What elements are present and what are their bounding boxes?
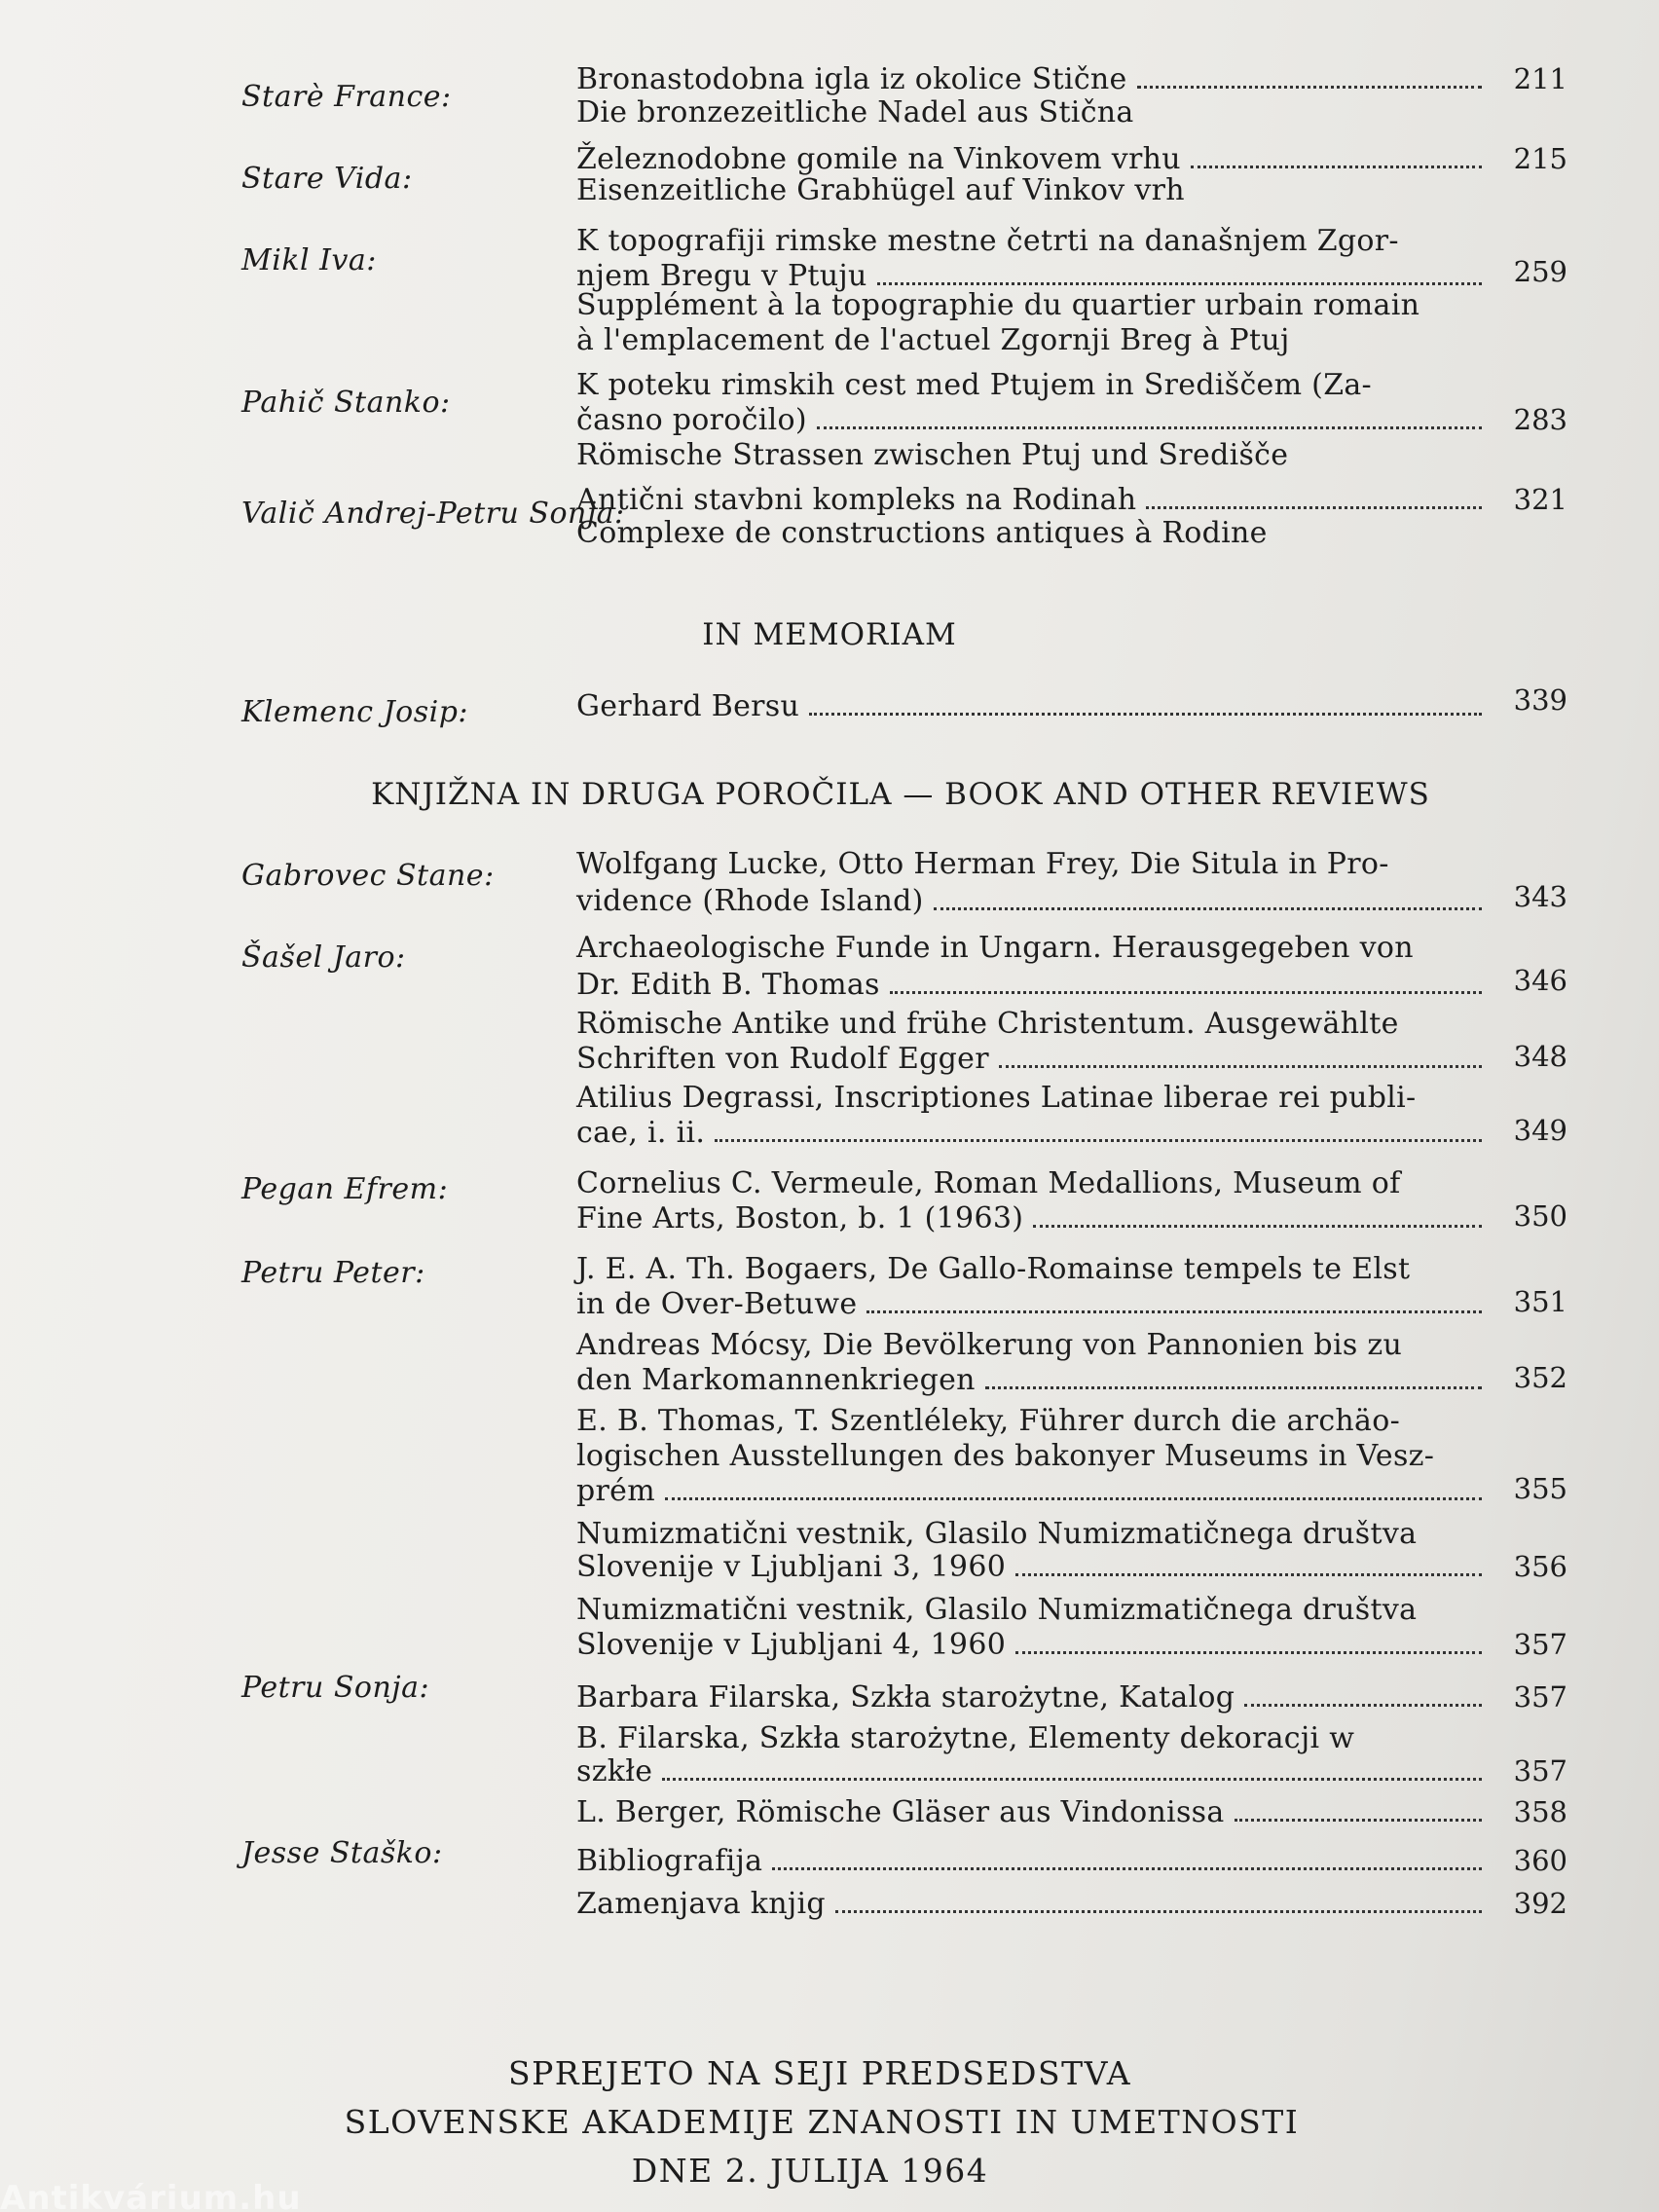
- entry-title: K poteku rimskih cest med Ptujem in Središčem (Za-: [576, 368, 1372, 402]
- entry-author: Starè France:: [241, 80, 452, 114]
- entry-title: Wolfgang Lucke, Otto Herman Frey, Die Situla in Pro-: [576, 847, 1389, 881]
- entry-author: Stare Vida:: [241, 162, 413, 196]
- entry-author: Valič Andrej-Petru Sonja:: [241, 497, 625, 531]
- entry-title: prém: [576, 1474, 1492, 1508]
- entry-author: Pegan Efrem:: [241, 1172, 449, 1206]
- entry-page-number: 343: [1513, 880, 1567, 913]
- entry-page-number: 357: [1513, 1680, 1567, 1714]
- entry-title: Schriften von Rudolf Egger: [576, 1042, 1492, 1076]
- entry-title: Slovenije v Ljubljani 4, 1960: [576, 1628, 1492, 1662]
- entry-title-translation: Supplément à la topographie du quartier urbain romain: [576, 288, 1420, 322]
- entry-author: Jesse Staško:: [241, 1836, 443, 1870]
- entry-title: B. Filarska, Szkła starożytne, Elementy dekoracji w: [576, 1721, 1355, 1755]
- entry-title: Andreas Mócsy, Die Bevölkerung von Pannonien bis zu: [576, 1328, 1403, 1362]
- entry-title: Bibliografija: [576, 1844, 1492, 1878]
- entry-title: Römische Antike und frühe Christentum. Ausgewählte: [576, 1007, 1399, 1041]
- entry-page-number: 283: [1513, 403, 1567, 436]
- entry-title: Fine Arts, Boston, b. 1 (1963): [576, 1201, 1492, 1235]
- entry-page-number: 357: [1513, 1628, 1567, 1661]
- section-heading-memoriam: IN MEMORIAM: [702, 617, 957, 652]
- entry-title: Antični stavbni kompleks na Rodinah: [576, 483, 1492, 517]
- entry-title: L. Berger, Römische Gläser aus Vindonissa: [576, 1795, 1492, 1829]
- entry-title: Železnodobne gomile na Vinkovem vrhu: [576, 142, 1492, 176]
- entry-title: časno poročilo): [576, 403, 1492, 437]
- entry-title-translation: Die bronzezeitliche Nadel aus Stična: [576, 95, 1134, 129]
- entry-page-number: 339: [1513, 683, 1567, 717]
- approval-line: DNE 2. JULIJA 1964: [631, 2152, 989, 2190]
- entry-title: E. B. Thomas, T. Szentléleky, Führer durch die archäo-: [576, 1404, 1401, 1438]
- entry-title-translation: à l'emplacement de l'actuel Zgornji Breg à Ptuj: [576, 323, 1290, 357]
- entry-title: Barbara Filarska, Szkła starożytne, Katalog: [576, 1680, 1492, 1714]
- entry-title: logischen Ausstellungen des bakonyer Museums in Vesz-: [576, 1439, 1435, 1473]
- entry-title-translation: Complexe de constructions antiques à Rodine: [576, 516, 1268, 550]
- section-heading-reviews: KNJIŽNA IN DRUGA POROČILA — BOOK AND OTHER REVIEWS: [371, 777, 1430, 812]
- entry-title: in de Over-Betuwe: [576, 1287, 1492, 1321]
- entry-title: den Markomannenkriegen: [576, 1363, 1492, 1397]
- entry-title: Slovenije v Ljubljani 3, 1960: [576, 1550, 1492, 1584]
- entry-page-number: 211: [1513, 62, 1567, 95]
- entry-title: vidence (Rhode Island): [576, 884, 1492, 918]
- entry-page-number: 348: [1513, 1040, 1567, 1073]
- entry-title: K topografiji rimske mestne četrti na današnjem Zgor-: [576, 224, 1399, 258]
- entry-title: Dr. Edith B. Thomas: [576, 968, 1492, 1002]
- entry-title: Cornelius C. Vermeule, Roman Medallions, Museum of: [576, 1166, 1401, 1200]
- entry-page-number: 360: [1513, 1844, 1567, 1877]
- entry-title: cae, i. ii.: [576, 1116, 1492, 1150]
- entry-title: Numizmatični vestnik, Glasilo Numizmatičnega društva: [576, 1593, 1418, 1627]
- entry-title: Atilius Degrassi, Inscriptiones Latinae liberae rei publi-: [576, 1081, 1417, 1115]
- entry-page-number: 392: [1513, 1887, 1567, 1920]
- entry-page-number: 215: [1513, 142, 1567, 175]
- entry-page-number: 259: [1513, 255, 1567, 288]
- entry-page-number: 321: [1513, 483, 1567, 516]
- approval-line: SPREJETO NA SEJI PREDSEDSTVA: [507, 2054, 1132, 2092]
- entry-author: Petru Sonja:: [241, 1671, 430, 1705]
- entry-page-number: 357: [1513, 1754, 1567, 1788]
- entry-page-number: 349: [1513, 1114, 1567, 1147]
- entry-title-translation: Eisenzeitliche Grabhügel auf Vinkov vrh: [576, 173, 1185, 207]
- entry-author: Gabrovec Stane:: [241, 859, 495, 893]
- entry-page-number: 351: [1513, 1285, 1567, 1318]
- entry-author: Petru Peter:: [241, 1256, 425, 1290]
- entry-page-number: 350: [1513, 1199, 1567, 1233]
- entry-page-number: 346: [1513, 964, 1567, 997]
- approval-line: SLOVENSKE AKADEMIJE ZNANOSTI IN UMETNOSTI: [344, 2103, 1300, 2141]
- watermark: Antikvárium.hu: [0, 2179, 302, 2212]
- entry-author: Mikl Iva:: [241, 243, 377, 277]
- entry-title: Archaeologische Funde in Ungarn. Herausgegeben von: [576, 931, 1414, 965]
- entry-page-number: 358: [1513, 1795, 1567, 1828]
- entry-author: Klemenc Josip:: [241, 695, 469, 729]
- entry-title: njem Bregu v Ptuju: [576, 259, 1492, 293]
- entry-author: Pahič Stanko:: [241, 386, 451, 420]
- entry-page-number: 356: [1513, 1550, 1567, 1583]
- entry-page-number: 355: [1513, 1472, 1567, 1505]
- entry-title: Bronastodobna igla iz okolice Stične: [576, 62, 1492, 96]
- entry-page-number: 352: [1513, 1361, 1567, 1394]
- entry-title: szkłe: [576, 1754, 1492, 1788]
- entry-title: Gerhard Bersu: [576, 689, 1492, 723]
- entry-title: Numizmatični vestnik, Glasilo Numizmatičnega društva: [576, 1517, 1418, 1551]
- entry-title-translation: Römische Strassen zwischen Ptuj und Središče: [576, 438, 1289, 472]
- entry-title: Zamenjava knjig: [576, 1887, 1492, 1921]
- entry-author: Šašel Jaro:: [241, 940, 406, 975]
- entry-title: J. E. A. Th. Bogaers, De Gallo-Romainse tempels te Elst: [576, 1252, 1411, 1286]
